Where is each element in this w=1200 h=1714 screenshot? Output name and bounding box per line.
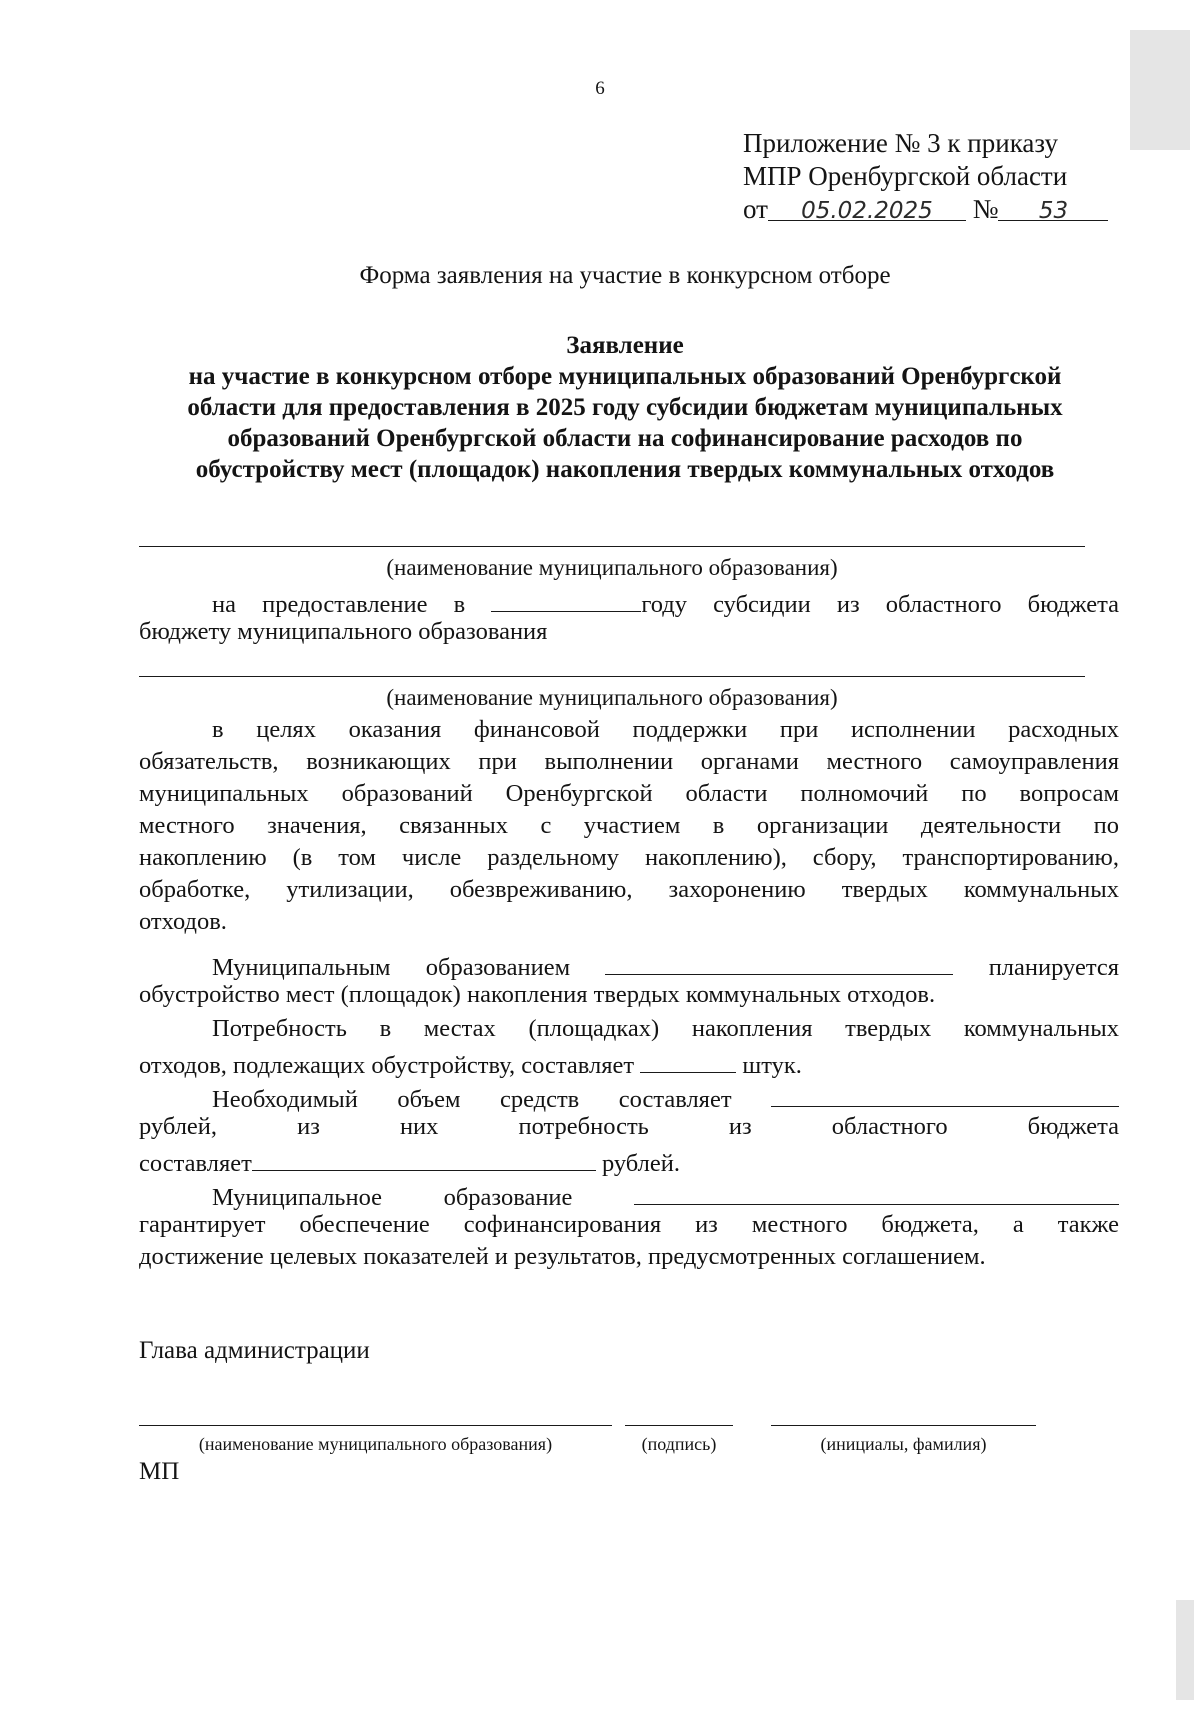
municipality-name-line-2 (139, 676, 1085, 677)
heading-line-2: области для предоставления в 2025 году субсидии бюджетам муниципальных (187, 394, 1063, 421)
number-field (998, 193, 1108, 224)
number-prefix: № (972, 194, 999, 224)
heading-line-1: на участие в конкурсном отборе муниципальных образований Оренбургской (188, 363, 1062, 390)
paragraph-purpose-l5: накоплению (в том числе раздельному накоплению), сбору, транспортированию, (139, 844, 1119, 871)
paragraph-purpose-l2: обязательств, возникающих при выполнении органами местного самоуправления (139, 748, 1119, 775)
paragraph-funds-l2: рублей, из них потребность из областного бюджета (139, 1113, 1119, 1140)
appendix-date-line (743, 193, 1108, 226)
paragraph-need-l2 (139, 1045, 1119, 1082)
application-heading (150, 330, 1100, 485)
date-field (768, 193, 966, 224)
heading-line-3: образований Оренбургской области на софинансирование расходов по (227, 425, 1023, 452)
municipality-planned-field (605, 947, 953, 975)
text-municipality-planned: Муниципальным образованием (212, 954, 571, 981)
page-number: 6 (595, 78, 605, 99)
text-need: отходов, подлежащих обустройству, составляет (139, 1052, 635, 1079)
municipality-caption-1: (наименование муниципального образования) (386, 555, 838, 580)
date-prefix: от (743, 194, 768, 224)
paragraph-purpose-l6: обработке, утилизации, обезвреживанию, захоронению твердых коммунальных (139, 876, 1119, 903)
signature-line (625, 1425, 733, 1426)
municipality-guarantee-field (634, 1177, 1119, 1205)
appendix-line-2: МПР Оренбургской области (743, 161, 1068, 191)
text-municipality-guarantees: Муниципальное образование (212, 1184, 573, 1211)
head-of-administration-label: Глава администрации (139, 1337, 370, 1364)
signature-municipality-line (139, 1425, 612, 1426)
date-handwritten: 05.02.2025 (801, 198, 933, 224)
signature-initials-line (771, 1425, 1036, 1426)
text-pieces: штук. (742, 1052, 802, 1079)
text-rubles: рублей. (601, 1150, 680, 1177)
text-amounts-to: составляет (139, 1150, 252, 1177)
number-handwritten: 53 (1038, 198, 1069, 224)
caption-signature: (подпись) (641, 1434, 717, 1454)
scan-artifact-bottom-right (1176, 1600, 1194, 1700)
text-provision: на предоставление в (212, 591, 466, 618)
total-funds-field (771, 1079, 1119, 1107)
scan-artifact-top-right (1130, 30, 1190, 150)
heading-title: Заявление (566, 332, 684, 359)
text-year-subsidy: году субсидии из областного бюджета (641, 591, 1120, 618)
paragraph-budget-line: бюджету муниципального образования (139, 618, 548, 645)
stamp-placeholder: МП (139, 1458, 180, 1485)
paragraph-need-l1: Потребность в местах (площадках) накопления твердых коммунальных (212, 1015, 1119, 1042)
text-funds: Необходимый объем средств составляет (212, 1086, 732, 1113)
year-field (491, 584, 641, 612)
municipality-caption-2: (наименование муниципального образования) (386, 685, 838, 710)
paragraph-purpose-l4: местного значения, связанных с участием в организации деятельности по (139, 812, 1119, 839)
paragraph-guarantee-l3: достижение целевых показателей и результатов, предусмотренных соглашением. (139, 1243, 986, 1270)
paragraph-planned-l2: обустройство мест (площадок) накопления твердых коммунальных отходов. (139, 981, 936, 1008)
paragraph-purpose-l1: в целях оказания финансовой поддержки при исполнении расходных (212, 716, 1119, 743)
appendix-line-1: Приложение № 3 к приказу (743, 128, 1058, 158)
paragraph-guarantee-l2: гарантирует обеспечение софинансирования из местного бюджета, а также (139, 1211, 1119, 1238)
text-planned: планируется (988, 954, 1119, 981)
heading-line-4: обустройству мест (площадок) накопления твердых коммунальных отходов (195, 456, 1055, 483)
appendix-block (743, 127, 1108, 226)
caption-municipality: (наименование муниципального образования) (198, 1434, 553, 1454)
caption-initials: (инициалы, фамилия) (820, 1434, 987, 1454)
paragraph-funds-l3 (139, 1143, 1119, 1180)
paragraph-purpose-l7: отходов. (139, 908, 227, 935)
municipality-name-line-1 (139, 546, 1085, 547)
paragraph-purpose-l3: муниципальных образований Оренбургской области полномочий по вопросам (139, 780, 1119, 807)
form-title: Форма заявления на участие в конкурсном отборе (359, 262, 891, 289)
regional-budget-field (252, 1143, 596, 1171)
quantity-field (640, 1045, 736, 1073)
